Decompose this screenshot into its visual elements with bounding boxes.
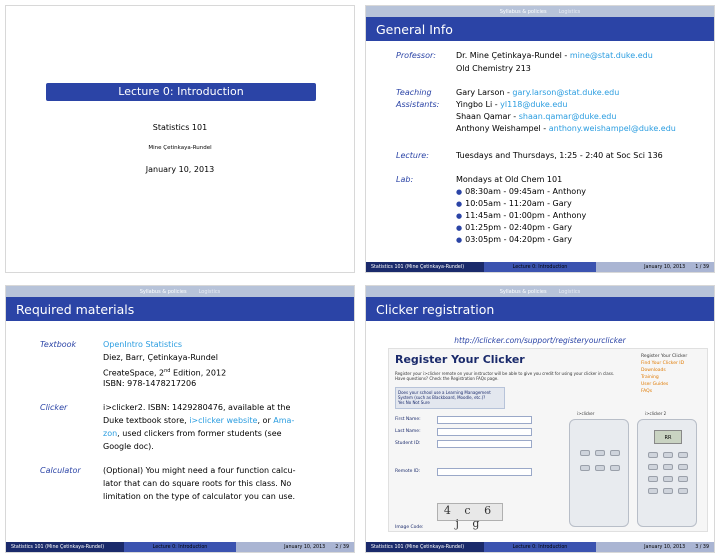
first-name-input[interactable] <box>437 416 532 424</box>
text: Duke textbook store, <box>103 416 190 425</box>
ta-name: Gary Larson - <box>456 88 513 97</box>
side-link[interactable]: Training <box>641 375 659 380</box>
iclicker-link[interactable]: i>clicker website <box>189 416 258 425</box>
field-label: First Name: <box>395 417 421 422</box>
textbook-link[interactable]: OpenIntro Statistics <box>103 340 183 349</box>
form-title: Register Your Clicker <box>395 353 525 366</box>
nav-syllabus[interactable]: Syllabus & policies <box>139 288 187 295</box>
bullet-icon: ● <box>456 236 463 244</box>
footer-date: January 10, 2013 <box>284 544 326 550</box>
slide-footer <box>6 542 354 552</box>
page-number: 3 / 39 <box>695 544 710 550</box>
last-name-input[interactable] <box>437 428 532 436</box>
clicker-line: i>clicker2. ISBN: 1429280476, available at the <box>103 403 291 412</box>
iclicker2-remote-image <box>637 419 697 527</box>
side-link[interactable]: Register Your Clicker <box>641 354 688 359</box>
page-number: 1 / 39 <box>695 264 710 270</box>
lab-item <box>456 234 572 247</box>
ta-email[interactable]: gary.larson@stat.duke.edu <box>512 88 620 97</box>
lms-options[interactable]: Yes No Not Sure <box>398 400 430 405</box>
footer-date: January 10, 2013 <box>644 264 686 270</box>
nav-syllabus[interactable]: Syllabus & policies <box>499 288 547 295</box>
footer-date: January 10, 2013 <box>644 544 686 550</box>
lab-time: 11:45am - 01:00pm - Anthony <box>465 211 587 220</box>
clicker-label: Clicker <box>40 403 68 412</box>
registration-screenshot <box>388 348 708 532</box>
calculator-label: Calculator <box>40 466 81 475</box>
lab-value: Mondays at Old Chem 101 <box>456 175 563 184</box>
lecture-label: Lecture: <box>396 151 429 160</box>
side-links <box>641 353 701 395</box>
edition-text: Edition, 2012 <box>170 368 227 378</box>
lab-time: 10:05am - 11:20am - Gary <box>465 199 572 208</box>
author-name: Mine Çetinkaya-Rundel <box>148 145 212 151</box>
field-label: Last Name: <box>395 429 421 434</box>
ta-label-2: Assistants: <box>396 100 440 109</box>
field-label: Image Code: <box>395 525 424 530</box>
lab-time: 08:30am - 09:45am - Anthony <box>465 187 587 196</box>
bullet-icon: ● <box>456 224 463 232</box>
footer-course: Statistics 101 (Mine Çetinkaya-Rundel) <box>366 262 484 272</box>
lms-question: Does your school use a Learning Management System (such as Blackboard, Moodle, etc.)? <box>398 390 491 400</box>
footer-lecture: Lecture 0: Introduction <box>484 262 597 272</box>
bullet-icon: ● <box>456 212 463 220</box>
slide-footer <box>366 542 714 552</box>
textbook-isbn: ISBN: 978-1478217206 <box>103 379 197 388</box>
nav-logistics[interactable]: Logistics <box>558 288 581 295</box>
ta-label-1: Teaching <box>396 88 432 97</box>
nav-bar <box>366 6 714 17</box>
textbook-authors: Diez, Barr, Çetinkaya-Rundel <box>103 353 218 362</box>
bullet-icon: ● <box>456 188 463 196</box>
remote1-label: i>clicker <box>577 411 595 416</box>
footer-lecture: Lecture 0: Introduction <box>484 542 597 552</box>
title-slide <box>5 5 355 273</box>
lecture-title: Lecture 0: Introduction <box>46 83 316 101</box>
textbook-label: Textbook <box>40 340 77 349</box>
edition-sup: nd <box>164 368 171 374</box>
ta-name: Yingbo Li - <box>456 100 501 109</box>
footer-course: Statistics 101 (Mine Çetinkaya-Rundel) <box>6 542 124 552</box>
footer-course: Statistics 101 (Mine Çetinkaya-Rundel) <box>366 542 484 552</box>
text: , or <box>257 416 274 425</box>
nav-syllabus[interactable]: Syllabus & policies <box>499 8 547 15</box>
ta-email[interactable]: yl118@duke.edu <box>500 100 568 109</box>
side-link[interactable]: Find Your Clicker ID <box>641 361 685 366</box>
clicker-line <box>103 428 282 441</box>
course-name: Statistics 101 <box>152 123 208 132</box>
required-materials-slide <box>5 285 355 553</box>
side-link[interactable]: User Guides <box>641 382 669 387</box>
clicker-line: Google doc). <box>103 442 154 451</box>
professor-value <box>456 50 653 63</box>
ta-email[interactable]: shaan.qamar@duke.edu <box>518 112 617 121</box>
amazon-link[interactable]: zon <box>103 429 118 438</box>
ta-row <box>456 111 616 124</box>
field-label: Student ID: <box>395 441 421 446</box>
ta-row <box>456 123 676 136</box>
general-info-slide <box>365 5 715 273</box>
lms-box <box>395 387 505 409</box>
captcha-image: 4 c 6 j g <box>437 503 503 521</box>
clicker-registration-slide <box>365 285 715 553</box>
professor-name: Dr. Mine Çetinkaya-Rundel - <box>456 51 570 60</box>
lecture-date: January 10, 2013 <box>145 165 215 174</box>
remote2-label: i>clicker 2 <box>645 411 667 416</box>
lab-time: 01:25pm - 02:40pm - Gary <box>465 223 573 232</box>
side-link[interactable]: FAQs <box>641 389 653 394</box>
lab-item <box>456 222 572 235</box>
slide-title: General Info <box>366 17 714 41</box>
lab-label: Lab: <box>396 175 414 184</box>
nav-logistics[interactable]: Logistics <box>558 8 581 15</box>
nav-bar <box>366 286 714 297</box>
slide-title: Required materials <box>6 297 354 321</box>
footer-right <box>596 542 714 552</box>
calc-line: (Optional) You might need a four function calcu- <box>103 466 296 475</box>
ta-row <box>456 99 567 112</box>
slide-footer <box>366 262 714 272</box>
nav-logistics[interactable]: Logistics <box>198 288 221 295</box>
professor-office: Old Chemistry 213 <box>456 64 531 73</box>
nav-bar <box>6 286 354 297</box>
professor-label: Professor: <box>396 51 436 60</box>
iclicker-remote-image <box>569 419 629 527</box>
amazon-link[interactable]: Ama- <box>273 416 295 425</box>
professor-email[interactable]: mine@stat.duke.edu <box>569 51 653 60</box>
remote-id-input[interactable] <box>437 468 532 476</box>
lab-item <box>456 210 586 223</box>
lab-time: 03:05pm - 04:20pm - Gary <box>465 235 573 244</box>
ta-name: Shaan Qamar - <box>456 112 519 121</box>
lab-item <box>456 186 586 199</box>
form-description: Register your i>clicker remote on your instructor will be able to give you credit for using your clicker in class. Have questions? Check the Registration FAQs page. <box>395 371 615 381</box>
bullet-icon: ● <box>456 200 463 208</box>
page-number: 2 / 39 <box>335 544 350 550</box>
field-label: Remote ID: <box>395 469 421 474</box>
ta-name: Anthony Weishampel - <box>456 124 549 133</box>
ta-email[interactable]: anthony.weishampel@duke.edu <box>548 124 676 133</box>
edition-text: CreateSpace, 2 <box>103 368 165 378</box>
registration-url[interactable]: http://iclicker.com/support/registeryourclicker <box>454 336 626 345</box>
side-link[interactable]: Downloads <box>641 368 666 373</box>
footer-right <box>236 542 354 552</box>
footer-right <box>596 262 714 272</box>
textbook-title <box>103 339 182 352</box>
clicker-line <box>103 415 294 428</box>
student-id-input[interactable] <box>437 440 532 448</box>
lecture-value: Tuesdays and Thursdays, 1:25 - 2:40 at Soc Sci 136 <box>456 151 663 160</box>
lab-item <box>456 198 572 211</box>
calc-line: lator that can do square roots for this class. No <box>103 479 292 488</box>
footer-lecture: Lecture 0: Introduction <box>124 542 237 552</box>
text: , used clickers from former students (see <box>117 429 282 438</box>
remote-screen: RR <box>654 430 682 444</box>
calc-line: limitation on the type of calculator you can use. <box>103 492 296 501</box>
ta-row <box>456 87 619 100</box>
slide-title: Clicker registration <box>366 297 714 321</box>
